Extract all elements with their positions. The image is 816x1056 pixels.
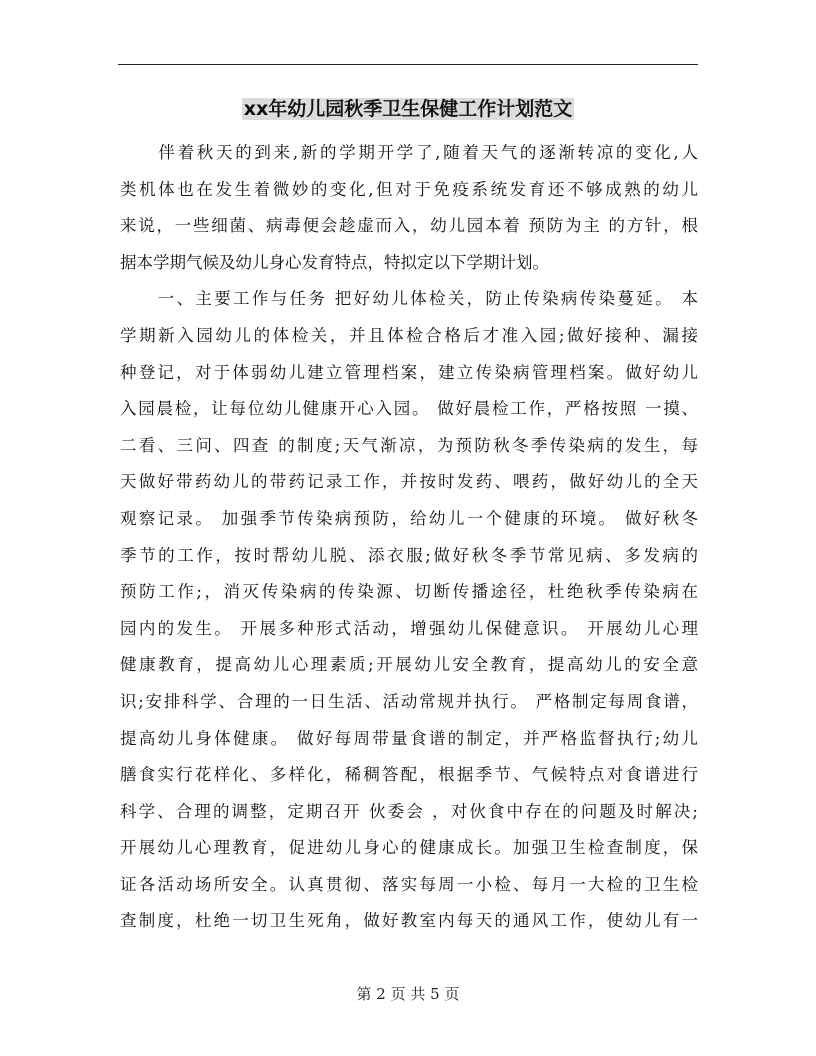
- body-line: 学期新入园幼儿的体检关，并且体检合格后才准入园;做好接种、漏接: [120, 325, 698, 345]
- body-line: 来说，一些细菌、病毒便会趁虚而入，幼儿园本着 预防为主 的方针，根: [120, 216, 698, 236]
- body-line: 种登记，对于体弱幼儿建立管理档案，建立传染病管理档案。做好幼儿: [120, 362, 698, 382]
- body-line: 查制度，杜绝一切卫生死角，做好教室内每天的通风工作，使幼儿有一: [120, 911, 698, 931]
- body-line: 膳食实行花样化、多样化，稀稠答配，根据季节、气候特点对食谱进行: [120, 765, 698, 785]
- body-line: 类机体也在发生着微妙的变化,但对于免疫系统发育还不够成熟的幼儿: [120, 179, 698, 199]
- header-rule: [118, 64, 698, 65]
- body-line: 科学、合理的调整，定期召开 伙委会 ，对伙食中存在的问题及时解决;: [120, 801, 698, 821]
- body-line: 提高幼儿身体健康。 做好每周带量食谱的制定，并严格监督执行;幼儿: [120, 728, 698, 748]
- document-body: [120, 135, 698, 940]
- document-title: [118, 96, 698, 122]
- body-line: 天做好带药幼儿的带药记录工作，并按时发药、喂药，做好幼儿的全天: [120, 472, 698, 492]
- body-line: 据本学期气候及幼儿身心发育特点，特拟定以下学期计划。: [120, 252, 549, 272]
- body-line: 入园晨检，让每位幼儿健康开心入园。 做好晨检工作，严格按照 一摸、: [120, 399, 698, 419]
- document-title-text: xx年幼儿园秋季卫生保健工作计划范文: [243, 98, 573, 120]
- body-line: 二看、三问、四查 的制度;天气渐凉，为预防秋冬季传染病的发生，每: [120, 435, 698, 455]
- body-line: 开展幼儿心理教育，促进幼儿身心的健康成长。加强卫生检查制度，保: [120, 838, 698, 858]
- body-line: 一、主要工作与任务 把好幼儿体检关，防止传染病传染蔓延。 本: [120, 289, 698, 309]
- body-line: 预防工作;，消灭传染病的传染源、切断传播途径，杜绝秋季传染病在: [120, 582, 698, 602]
- body-line: 观察记录。 加强季节传染病预防，给幼儿一个健康的环境。 做好秋冬: [120, 508, 698, 528]
- page-number: 第 2 页 共 5 页: [356, 985, 460, 1003]
- body-line: 健康教育，提高幼儿心理素质;开展幼儿安全教育，提高幼儿的安全意: [120, 655, 698, 675]
- body-line: 季节的工作，按时帮幼儿脱、添衣服;做好秋冬季节常见病、多发病的: [120, 545, 698, 565]
- page-footer: [0, 984, 816, 1004]
- body-line: 识;安排科学、合理的一日生活、活动常规并执行。 严格制定每周食谱，: [120, 691, 698, 711]
- body-line: 伴着秋天的到来,新的学期开学了,随着天气的逐渐转凉的变化,人: [120, 143, 698, 162]
- body-line: 证各活动场所安全。认真贯彻、落实每周一小检、每月一大检的卫生检: [120, 874, 698, 894]
- body-line: 园内的发生。 开展多种形式活动，增强幼儿保健意识。 开展幼儿心理: [120, 618, 698, 638]
